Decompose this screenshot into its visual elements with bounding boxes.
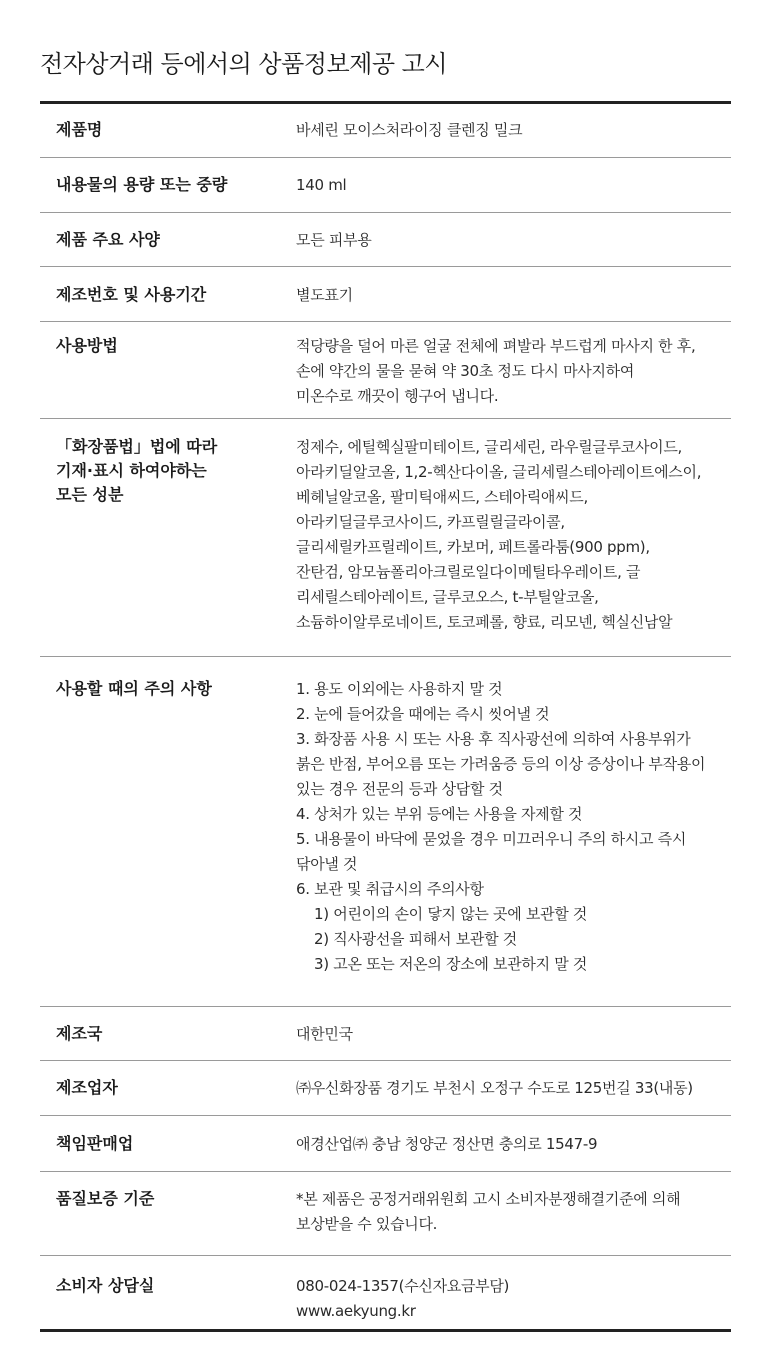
row-value-line: 보상받을 수 있습니다. (296, 1215, 438, 1233)
row-value-line: 1. 용도 이외에는 사용하지 말 것 (296, 680, 503, 698)
table-row-country (40, 1007, 731, 1061)
row-value-line: 리세릴스테아레이트, 글루코오스, t-부틸알코올, (296, 588, 599, 606)
row-value (280, 173, 731, 212)
row-value-line: *본 제품은 공정거래위원회 고시 소비자분쟁해결기준에 의해 (296, 1190, 681, 1208)
row-value-line: 있는 경우 전문의 등과 상담할 것 (296, 780, 503, 798)
row-label-line: 사용방법 (56, 336, 118, 355)
row-value-line: 베헤닐알코올, 팔미틱애씨드, 스테아릭애씨드, (296, 488, 588, 506)
row-value (280, 1022, 731, 1060)
page-title: 전자상거래 등에서의 상품정보제공 고시 (40, 50, 448, 78)
row-label-line: 품질보증 기준 (56, 1189, 155, 1208)
table-row-lot-expiry (40, 267, 731, 322)
row-value-line: 6. 보관 및 취급시의 주의사항 (296, 880, 484, 898)
row-value-line: 애경산업㈜ 충남 청양군 정산면 충의로 1547-9 (296, 1135, 598, 1153)
row-value-line: 정제수, 에틸헥실팔미테이트, 글리세린, 라우릴글루코사이드, (296, 438, 683, 456)
table-row-precautions (40, 657, 731, 1007)
row-value (280, 283, 731, 321)
row-value (280, 334, 731, 418)
row-value-line: 아라키딜알코올, 1,2-헥산다이올, 글리세릴스테아레이트에스이, (296, 463, 702, 481)
row-value (280, 1187, 731, 1255)
row-value (280, 1274, 731, 1329)
table-row-ingredients (40, 419, 731, 657)
row-label (40, 118, 280, 157)
table-row-warranty (40, 1172, 731, 1256)
row-value-line: 붉은 반점, 부어오름 또는 가려움증 등의 이상 증상이나 부작용이 (296, 755, 706, 773)
table-row-spec (40, 213, 731, 267)
row-label-line: 모든 성분 (56, 485, 124, 504)
row-label (40, 1022, 280, 1060)
row-label (40, 283, 280, 321)
row-value-line: 바세린 모이스처라이징 클렌징 밀크 (296, 121, 523, 139)
row-value-line: 080-024-1357(수신자요금부담) (296, 1277, 510, 1295)
row-label-line: 내용물의 용량 또는 중량 (56, 175, 228, 194)
row-value-line: 미온수로 깨끗이 헹구어 냅니다. (296, 387, 499, 405)
row-label-line: 기재·표시 하여야하는 (56, 461, 207, 480)
row-value-line: 잔탄검, 암모늄폴리아크릴로일다이메틸타우레이트, 글 (296, 563, 641, 581)
row-label-line: 「화장품법」법에 따라 (56, 437, 218, 456)
row-value (280, 677, 731, 1006)
row-value-subline: 3) 고온 또는 저온의 장소에 보관하지 말 것 (314, 955, 588, 973)
row-value (280, 435, 731, 656)
row-value-line: ㈜우신화장품 경기도 부천시 오정구 수도로 125번길 33(내동) (296, 1079, 693, 1097)
row-label (40, 1132, 280, 1171)
row-value-line: 손에 약간의 물을 묻혀 약 30초 정도 다시 마사지하여 (296, 362, 635, 380)
website-link[interactable]: www.aekyung.kr (296, 1302, 416, 1320)
table-row-manufacturer (40, 1061, 731, 1116)
row-label-line: 사용할 때의 주의 사항 (56, 679, 212, 698)
table-row-distributor (40, 1116, 731, 1172)
row-label-line: 책임판매업 (56, 1134, 134, 1153)
row-value (280, 228, 731, 266)
row-value-line: 4. 상처가 있는 부위 등에는 사용을 자제할 것 (296, 805, 583, 823)
row-label-line: 제품 주요 사양 (56, 230, 160, 249)
table-row-usage (40, 322, 731, 419)
row-value-line: 2. 눈에 들어갔을 때에는 즉시 씻어낼 것 (296, 705, 550, 723)
row-label-line: 제조업자 (56, 1078, 118, 1097)
row-value-subline: 2) 직사광선을 피해서 보관할 것 (314, 930, 517, 948)
row-label (40, 173, 280, 212)
row-value-line: 별도표기 (296, 286, 353, 304)
table-row-product-name (40, 104, 731, 158)
row-value-line: 적당량을 덜어 마른 얼굴 전체에 펴발라 부드럽게 마사지 한 후, (296, 337, 696, 355)
row-value-line: 닦아낼 것 (296, 855, 358, 873)
row-value (280, 118, 731, 157)
row-label (40, 1274, 280, 1329)
row-label (40, 1076, 280, 1115)
row-label-line: 제조번호 및 사용기간 (56, 285, 207, 304)
row-label-line: 소비자 상담실 (56, 1276, 155, 1295)
row-label-line: 제품명 (56, 120, 103, 139)
row-label (40, 334, 280, 418)
row-value-subline: 1) 어린이의 손이 닿지 않는 곳에 보관할 것 (314, 905, 588, 923)
product-info-table (40, 101, 731, 1332)
table-row-volume (40, 158, 731, 213)
row-value-line: 5. 내용물이 바닥에 묻었을 경우 미끄러우니 주의 하시고 즉시 (296, 830, 687, 848)
row-value-line: 글리세릴카프릴레이트, 카보머, 페트롤라툼(900 ppm), (296, 538, 650, 556)
row-label (40, 435, 280, 656)
row-label (40, 677, 280, 1006)
row-value-line: 3. 화장품 사용 시 또는 사용 후 직사광선에 의하여 사용부위가 (296, 730, 691, 748)
row-label (40, 228, 280, 266)
row-value (280, 1132, 731, 1171)
table-row-customer-service (40, 1256, 731, 1329)
row-value-line: 140 ml (296, 176, 347, 194)
row-value-line: 소듐하이알루로네이트, 토코페롤, 향료, 리모넨, 헥실신남알 (296, 613, 673, 631)
row-value (280, 1076, 731, 1115)
row-value-line: 모든 피부용 (296, 231, 372, 249)
row-label-line: 제조국 (56, 1024, 103, 1043)
row-value-line: 아라키딜글루코사이드, 카프릴릴글라이콜, (296, 513, 565, 531)
row-value-line: 대한민국 (296, 1025, 353, 1043)
row-label (40, 1187, 280, 1255)
